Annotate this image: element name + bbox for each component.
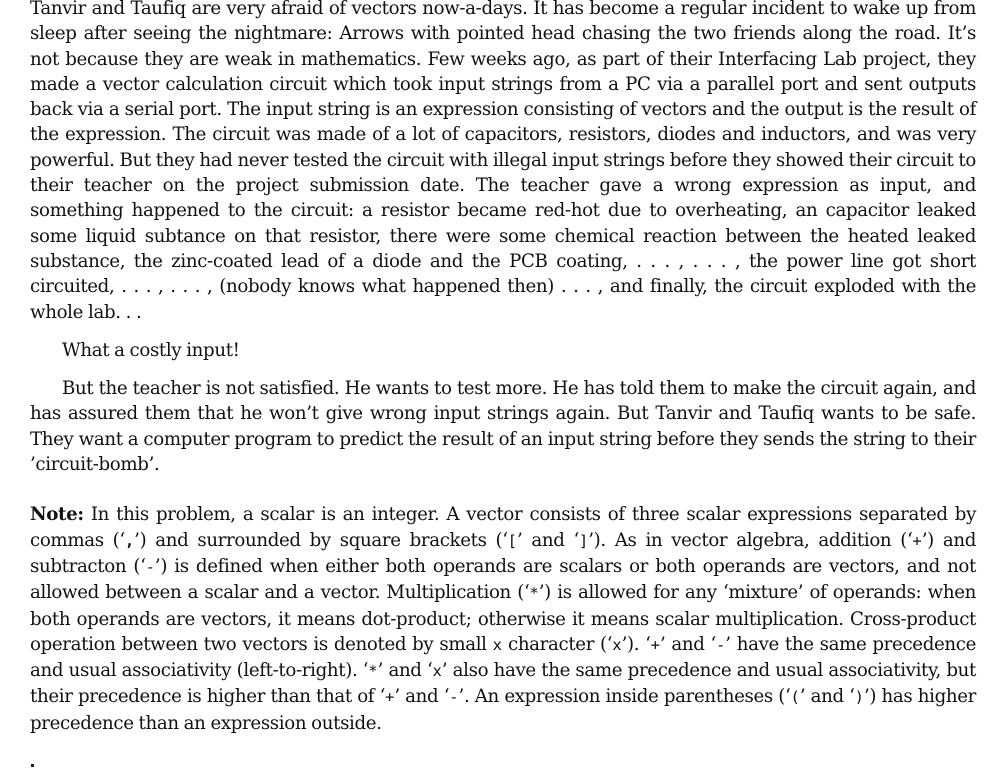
story-paragraph-3: But the teacher is not satisfied. He wants to test more. He has told them to make the circuit again, and has assured them that he won’t give wrong input strings again. But Tanvir and Taufiq wants to be safe. They want a computer program to predict the result of an input string before they sends the string to their ’circuit-bomb’.	[30, 378, 976, 476]
note-text: ’). ‘	[621, 633, 651, 655]
code-plus: +	[650, 635, 660, 654]
code-close-paren: )	[854, 688, 864, 707]
note-text: character (‘	[502, 633, 613, 655]
note-text: In this problem, a scalar is an integer. A vector consists of three scalar expressions separated by commas (‘	[30, 504, 976, 551]
code-plus: +	[912, 531, 922, 550]
note-text: ’) is allowed for any ‘mixture’ of operands: when both operands are vectors, it means dot-product; otherwise it means scalar multiplication. Cross-product operation between two vectors is denoted by small	[30, 582, 977, 655]
code-star: *	[529, 584, 539, 603]
document-page	[30, 0, 976, 736]
note-text: ’ and ‘	[659, 633, 716, 655]
note-text: ’ and ‘	[377, 660, 433, 682]
note-text: ’) and subtracton (‘	[30, 529, 976, 577]
code-minus: -	[449, 688, 459, 707]
story-paragraph-1: Tanvir and Taufiq are very afraid of vectors now-a-days. It has become a regular incident to wake up from sleep after seeing the nightmare: Arrows with pointed head chasing the two friends along the road. It’s not because they are weak in mathematics. Few weeks ago, as part of their Interfacing Lab project, they made a vector calculation circuit which took input strings from a PC via a parallel port and sent outputs back via a serial port. The input string is an expression consisting of vectors and the output is the result of the expression. The circuit was made of a lot of capacitors, resistors, diodes and inductors, and was very powerful. But they had never tested the circuit with illegal input strings before they showed their circuit to their teacher on the project submission date. The teacher gave a wrong expression as input, and something happened to the circuit: a resistor became red-hot due to overheating, an capacitor leaked some liquid subtance on that resistor, there were some chemical reaction between the heated leaked substance, the zinc-coated lead of a diode and the PCB coating, . . . , . . . , the power line got short circuited, . . . , . . . , (nobody knows what happened then) . . . , and finally, the circuit exploded with the whole lab. . .	[30, 0, 976, 323]
note-text: ’) and surrounded by square brackets (‘	[134, 529, 508, 551]
note-text: ’ have the same precedence and usual associativity (left-to-right). ‘	[30, 633, 977, 682]
note-text: ’) has higher precedence than an expression outside.	[30, 686, 977, 734]
code-close-bracket: ]	[578, 531, 589, 550]
code-plus: +	[385, 688, 395, 707]
note-text: ’ and ‘	[394, 686, 450, 708]
code-open-bracket: [	[507, 531, 518, 550]
note-text: ’ and ‘	[799, 686, 855, 708]
code-star: *	[368, 662, 378, 681]
code-minus: -	[715, 635, 726, 654]
code-minus: -	[145, 557, 155, 576]
note-text: ’) is defined when either both operands are scalars or both operands are vectors, and not allowed between a scalar and a vector. Multiplication (‘	[30, 555, 976, 604]
note-text: ’ also have the same precedence and usual associativity, but their precedence is higher than that of ‘	[30, 660, 976, 708]
note-label: Note:	[30, 504, 84, 526]
code-x: x	[612, 635, 622, 654]
code-open-paren: (	[790, 688, 800, 707]
note-text: ’ and ‘	[517, 529, 579, 551]
note-text: ’). As in vector algebra, addition (‘	[588, 529, 913, 551]
note-text: ’. An expression inside parentheses (‘	[458, 686, 791, 708]
story-paragraph-2: What a costly input!	[62, 339, 240, 361]
code-x: x	[492, 635, 502, 654]
code-comma: ,	[124, 531, 135, 550]
note-paragraph	[30, 502, 976, 736]
page-cut-mark	[31, 764, 34, 767]
code-x: x	[432, 662, 442, 681]
